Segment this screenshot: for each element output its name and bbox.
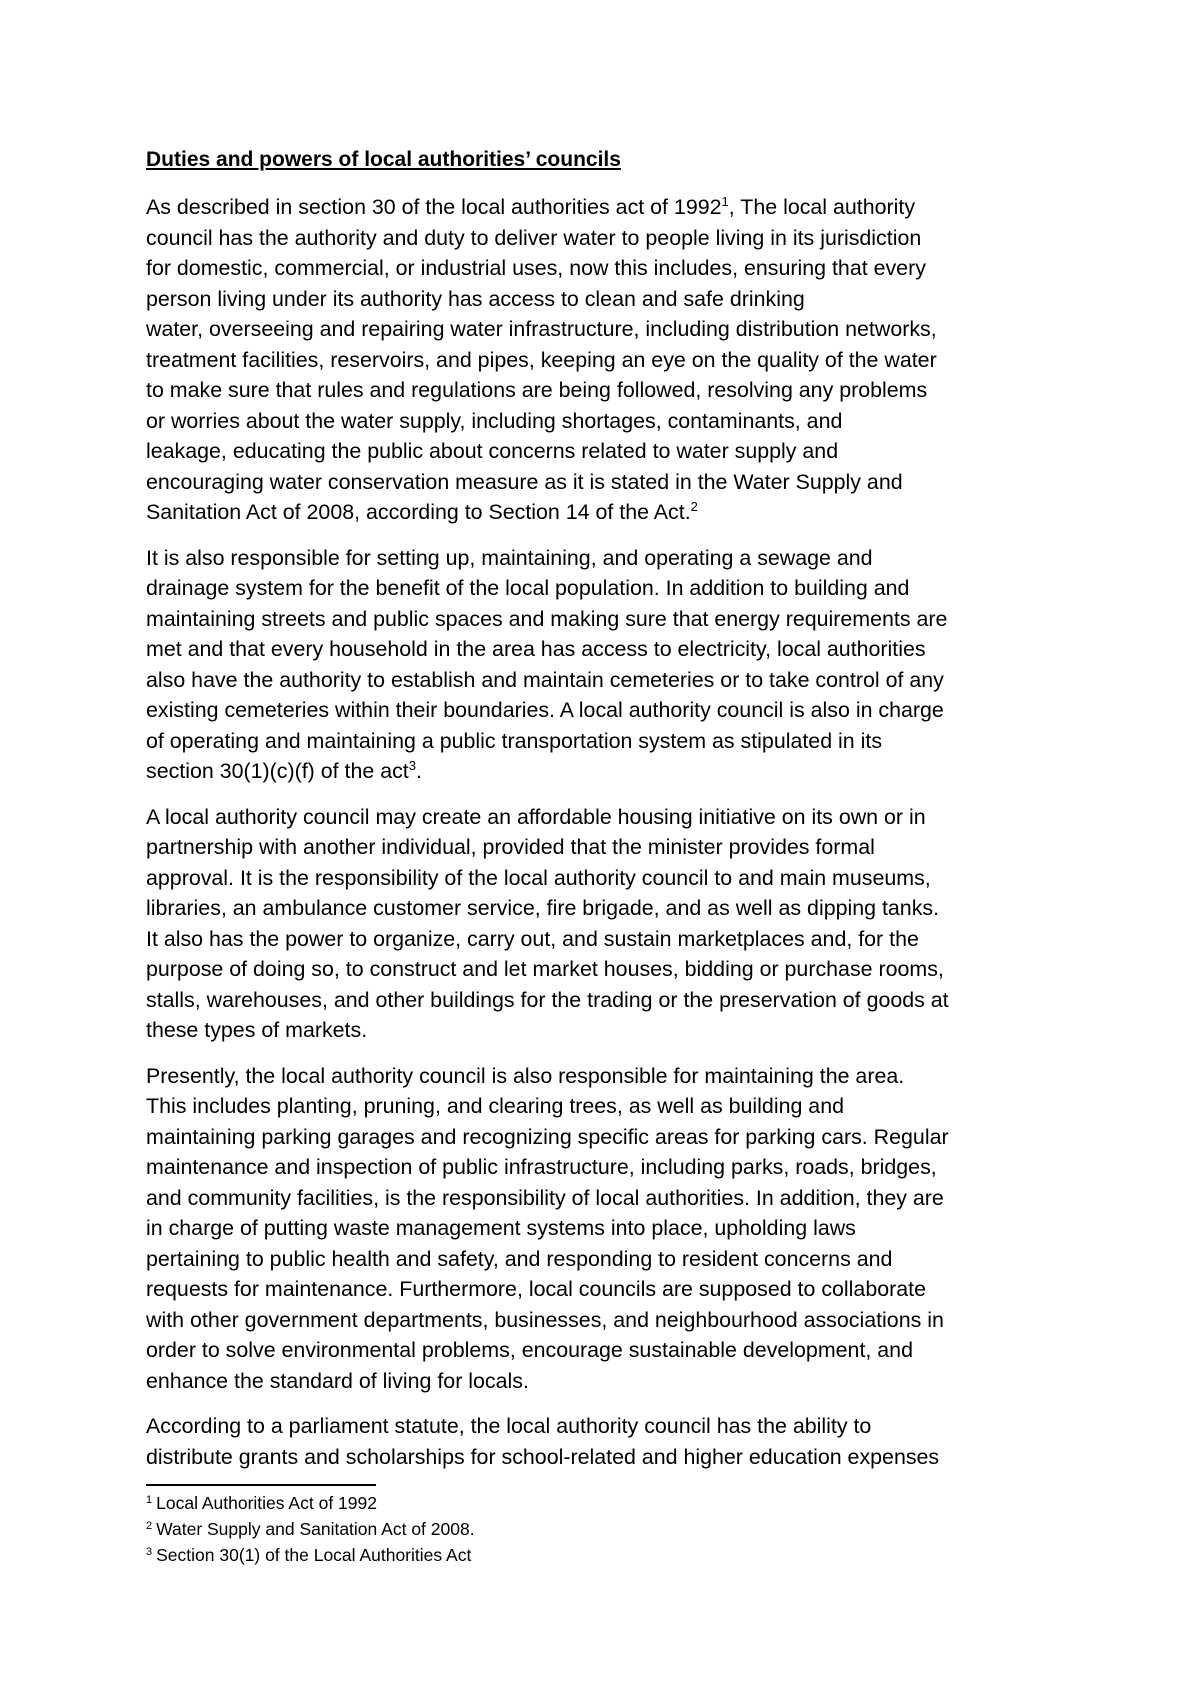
line-text: Sanitation Act of 2008, according to Section 14 of the Act.: [146, 500, 691, 524]
line-text: or worries about the water supply, including shortages, contaminants, and: [146, 408, 843, 433]
line-text: pertaining to public health and safety, and responding to resident concerns and: [146, 1246, 893, 1271]
footnote-text: Section 30(1) of the Local Authorities Act: [156, 1545, 472, 1565]
text-line: [146, 1091, 1066, 1122]
line-text: enhance the standard of living for locals.: [146, 1368, 529, 1393]
line-text: water, overseeing and repairing water infrastructure, including distribution networks,: [146, 317, 937, 341]
text-line: [146, 375, 1066, 406]
line-text: A local authority council may create an affordable housing initiative on its own or in: [146, 804, 926, 829]
footnote-number: 1: [146, 1494, 153, 1506]
line-text: This includes planting, pruning, and clearing trees, as well as building and: [146, 1094, 844, 1118]
line-text: council has the authority and duty to deliver water to people living in its jurisdiction: [146, 225, 922, 250]
footnote-number: 2: [146, 1520, 153, 1532]
line-text: partnership with another individual, provided that the minister provides formal: [146, 835, 875, 859]
paragraph: [146, 543, 1066, 787]
line-text: section 30(1)(c)(f) of the act: [146, 759, 409, 783]
line-text: encouraging water conservation measure as it is stated in the Water Supply and: [146, 469, 903, 494]
line-text: these types of markets.: [146, 1018, 368, 1042]
text-line: [146, 1015, 1066, 1046]
footnote-reference[interactable]: 2: [690, 499, 698, 514]
text-line: [146, 345, 1066, 376]
line-text: to make sure that rules and regulations are being followed, resolving any problems: [146, 378, 928, 402]
footnote: [146, 1490, 946, 1516]
text-line: [146, 253, 1066, 284]
line-text: distribute grants and scholarships for school-related and higher education expenses: [146, 1444, 940, 1469]
line-text: person living under its authority has access to clean and safe drinking: [146, 286, 805, 311]
text-line: [146, 634, 1066, 665]
footnote-reference[interactable]: 3: [408, 758, 416, 773]
text-line: [146, 1213, 1066, 1244]
line-text: treatment facilities, reservoirs, and pipes, keeping an eye on the quality of the water: [146, 347, 937, 372]
footnote-reference[interactable]: 1: [721, 194, 729, 209]
line-text: drainage system for the benefit of the local population. In addition to building and: [146, 576, 910, 600]
line-text: approval. It is the responsibility of the local authority council to and main museums,: [146, 865, 931, 890]
text-line: [146, 863, 1066, 894]
text-line: [146, 695, 1066, 726]
line-text: maintaining parking garages and recognizing specific areas for parking cars. Regular: [146, 1124, 949, 1149]
line-text: maintenance and inspection of public infrastructure, including parks, roads, bridges,: [146, 1155, 937, 1179]
line-text: met and that every household in the area has access to electricity, local authorities: [146, 637, 926, 661]
text-line: [146, 223, 1066, 254]
text-line: [146, 1244, 1066, 1275]
text-line: [146, 893, 1066, 924]
paragraph: [146, 1061, 1066, 1397]
line-text: According to a parliament statute, the local authority council has the ability to: [146, 1414, 872, 1438]
footnotes: [146, 1490, 946, 1568]
text-line: [146, 284, 1066, 315]
line-text: It also has the power to organize, carry out, and sustain marketplaces and, for the: [146, 926, 919, 951]
line-text: also have the authority to establish and maintain cemeteries or to take control of any: [146, 667, 944, 692]
line-text: libraries, an ambulance customer service, fire brigade, and as well as dipping tanks.: [146, 896, 940, 920]
line-text: It is also responsible for setting up, maintaining, and operating a sewage and: [146, 545, 873, 570]
document-body: [146, 192, 1066, 1487]
line-text: existing cemeteries within their boundaries. A local authority council is also in charge: [146, 698, 944, 722]
text-line: [146, 543, 1066, 574]
document-title: Duties and powers of local authorities’ councils: [146, 148, 621, 171]
text-line: [146, 314, 1066, 345]
footnote: [146, 1542, 946, 1568]
text-line: [146, 192, 1066, 223]
text-line: [146, 756, 1066, 787]
text-line: [146, 406, 1066, 437]
footnote-number: 3: [146, 1546, 153, 1558]
line-text: requests for maintenance. Furthermore, local councils are supposed to collaborate: [146, 1277, 926, 1301]
text-line: [146, 954, 1066, 985]
line-text-continued: , The local authority: [728, 195, 916, 219]
paragraph: [146, 802, 1066, 1046]
line-text: leakage, educating the public about concerns related to water supply and: [146, 439, 839, 463]
line-text: maintaining streets and public spaces and making sure that energy requirements are: [146, 606, 948, 631]
line-text-continued: .: [415, 759, 422, 783]
text-line: [146, 436, 1066, 467]
paragraph: [146, 1411, 1066, 1472]
text-line: [146, 1274, 1066, 1305]
line-text: in charge of putting waste management systems into place, upholding laws: [146, 1216, 856, 1240]
text-line: [146, 1152, 1066, 1183]
text-line: [146, 604, 1066, 635]
text-line: [146, 924, 1066, 955]
line-text: of operating and maintaining a public transportation system as stipulated in its: [146, 728, 883, 753]
paragraph: [146, 192, 1066, 528]
text-line: [146, 1411, 1066, 1442]
footnote-text: Water Supply and Sanitation Act of 2008.: [156, 1519, 475, 1539]
text-line: [146, 1305, 1066, 1336]
line-text: with other government departments, businesses, and neighbourhood associations in: [146, 1307, 944, 1332]
text-line: [146, 1183, 1066, 1214]
text-line: [146, 1335, 1066, 1366]
text-line: [146, 726, 1066, 757]
text-line: [146, 467, 1066, 498]
text-line: [146, 802, 1066, 833]
footnote-separator: [146, 1484, 376, 1486]
line-text: purpose of doing so, to construct and let market houses, bidding or purchase rooms,: [146, 957, 944, 981]
text-line: [146, 497, 1066, 528]
text-line: [146, 1442, 1066, 1473]
text-line: [146, 1366, 1066, 1397]
text-line: [146, 573, 1066, 604]
text-line: [146, 1122, 1066, 1153]
text-line: [146, 832, 1066, 863]
line-text: As described in section 30 of the local authorities act of 1992: [146, 195, 722, 219]
text-line: [146, 985, 1066, 1016]
footnote-text: Local Authorities Act of 1992: [156, 1493, 377, 1513]
line-text: order to solve environmental problems, encourage sustainable development, and: [146, 1338, 913, 1362]
text-line: [146, 665, 1066, 696]
line-text: stalls, warehouses, and other buildings for the trading or the preservation of goods at: [146, 987, 949, 1012]
line-text: for domestic, commercial, or industrial uses, now this includes, ensuring that every: [146, 256, 926, 280]
text-line: [146, 1061, 1066, 1092]
line-text: Presently, the local authority council is also responsible for maintaining the area.: [146, 1063, 905, 1088]
footnote: [146, 1516, 946, 1542]
line-text: and community facilities, is the responsibility of local authorities. In addition, they are: [146, 1185, 944, 1210]
